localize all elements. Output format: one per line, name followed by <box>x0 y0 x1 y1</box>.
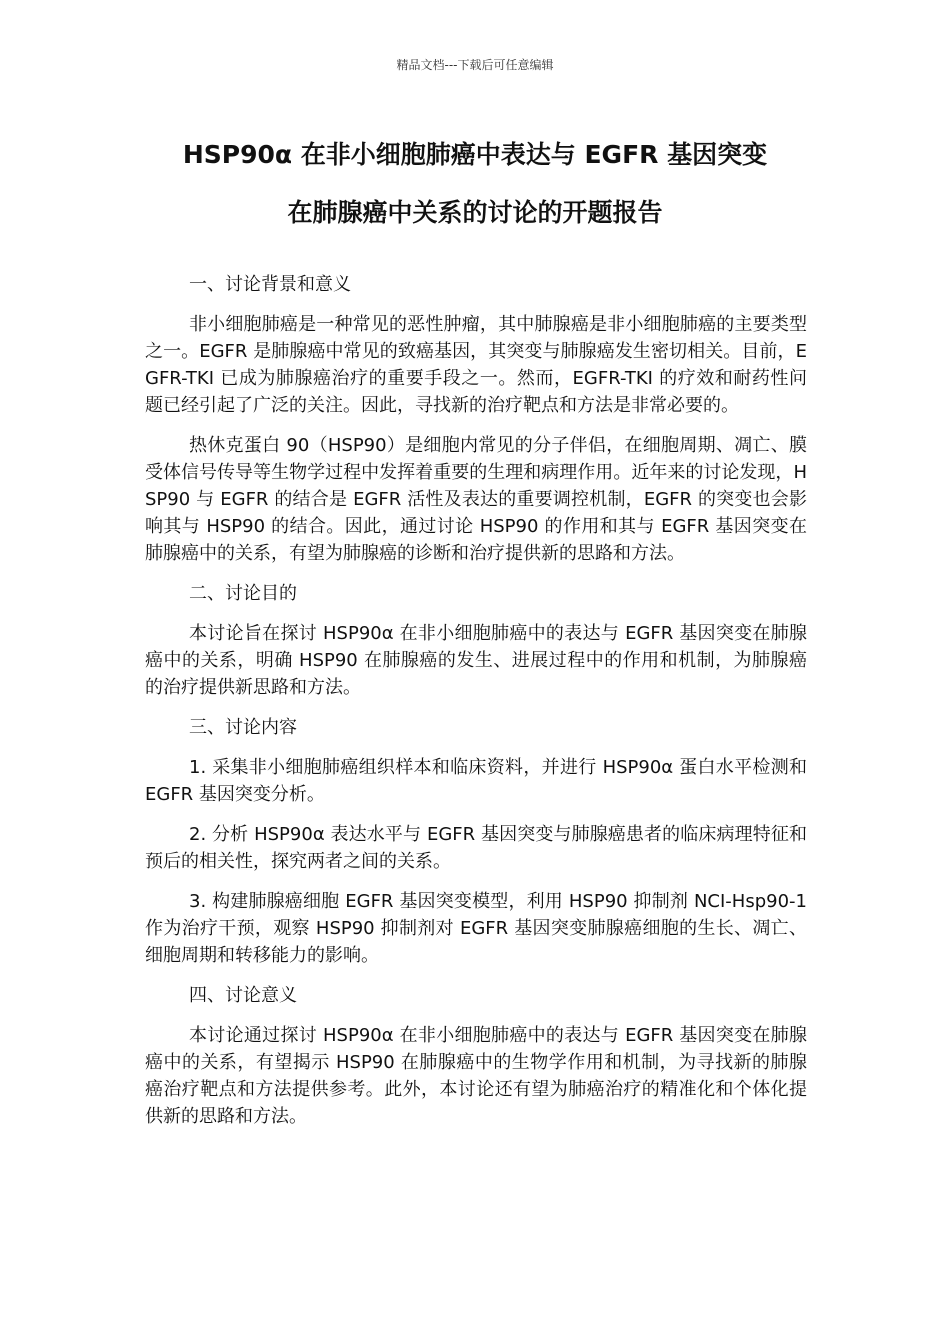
paragraph: 本讨论通过探讨 HSP90α 在非小细胞肺癌中的表达与 EGFR 基因突变在肺腺癌中的关系，有望揭示 HSP90 在肺腺癌中的生物学作用和机制，为寻找新的肺腺癌治疗靶点和方法提供参考。此外，本讨论还有望为肺癌治疗的精准化和个体化提供新的思路和方法。 <box>145 1025 807 1127</box>
section-heading: 一、讨论背景和意义 <box>189 274 351 295</box>
section-background <box>145 271 807 567</box>
document-title-line-2: 在肺腺癌中关系的讨论的开题报告 <box>287 198 663 227</box>
section-heading: 四、讨论意义 <box>189 985 297 1006</box>
document-title-line-1: HSP90α 在非小细胞肺癌中表达与 EGFR 基因突变 <box>182 140 768 169</box>
paragraph: 本讨论旨在探讨 HSP90α 在非小细胞肺癌中的表达与 EGFR 基因突变在肺腺癌中的关系，明确 HSP90 在肺腺癌的发生、进展过程中的作用和机制，为肺腺癌的治疗提供新思路和方法。 <box>145 623 807 698</box>
section-purpose <box>145 580 807 701</box>
paragraph: 非小细胞肺癌是一种常见的恶性肿瘤，其中肺腺癌是非小细胞肺癌的主要类型之一。EGFR 是肺腺癌中常见的致癌基因，其突变与肺腺癌发生密切相关。目前，EGFR-TKI 已成为肺腺癌治疗的重要手段之一。然而，EGFR-TKI 的疗效和耐药性问题已经引起了广泛的关注。因此，寻找新的治疗靶点和方法是非常必要的。 <box>145 314 807 416</box>
numbered-item: 3. 构建肺腺癌细胞 EGFR 基因突变模型，利用 HSP90 抑制剂 NCI-Hsp90-1 作为治疗干预，观察 HSP90 抑制剂对 EGFR 基因突变肺腺癌细胞的生长、凋亡、细胞周期和转移能力的影响。 <box>145 891 807 966</box>
section-heading: 二、讨论目的 <box>189 583 297 604</box>
section-significance <box>145 982 807 1130</box>
numbered-item: 2. 分析 HSP90α 表达水平与 EGFR 基因突变与肺腺癌患者的临床病理特征和预后的相关性，探究两者之间的关系。 <box>145 824 807 872</box>
section-heading: 三、讨论内容 <box>189 717 297 738</box>
page-header: 精品文档---下载后可任意编辑 <box>396 58 554 72</box>
section-content <box>145 714 807 969</box>
numbered-item: 1. 采集非小细胞肺癌组织样本和临床资料，并进行 HSP90α 蛋白水平检测和 EGFR 基因突变分析。 <box>145 757 807 805</box>
paragraph: 热休克蛋白 90（HSP90）是细胞内常见的分子伴侣，在细胞周期、凋亡、膜受体信号传导等生物学过程中发挥着重要的生理和病理作用。近年来的讨论发现，HSP90 与 EGFR 的结合是 EGFR 活性及表达的重要调控机制，EGFR 的突变也会影响其与 HSP90 的结合。因此，通过讨论 HSP90 的作用和其与 EGFR 基因突变在肺腺癌中的关系，有望为肺腺癌的诊断和治疗提供新的思路和方法。 <box>145 435 807 564</box>
document-body <box>145 271 807 1143</box>
